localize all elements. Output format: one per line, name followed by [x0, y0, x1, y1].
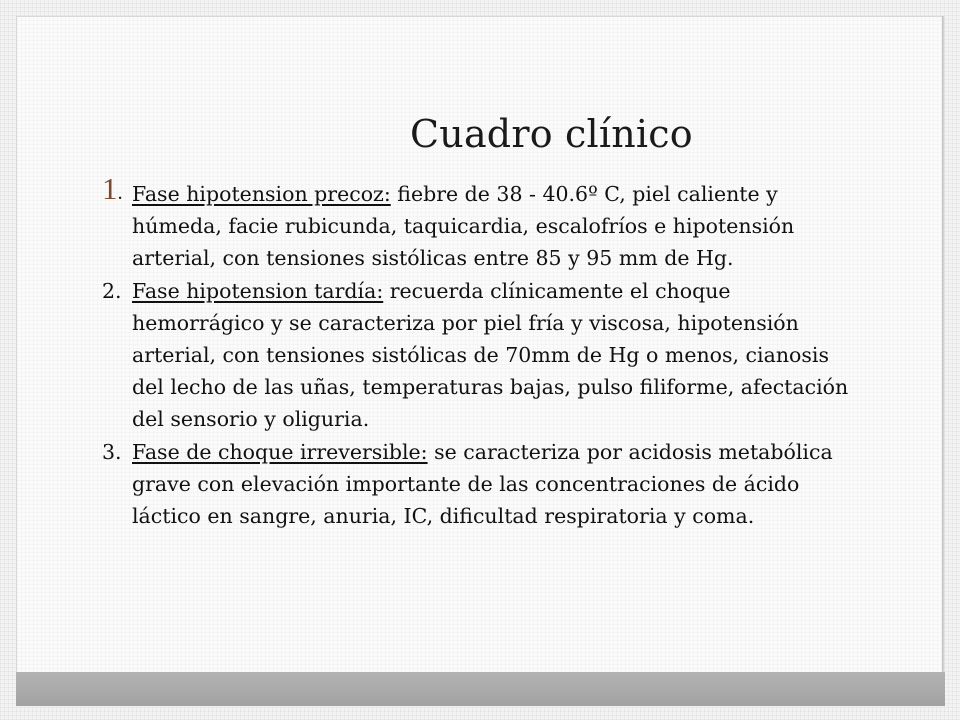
phase-label-2: Fase hipotension tardía: — [132, 279, 384, 303]
item-number-1-dot: . — [117, 182, 123, 204]
list-item-1 — [102, 171, 862, 274]
phase-description-2: recuerda clínicamente el choque hemorrágico y se caracteriza por piel fría y viscosa, hipotensión arterial, con tensiones sistólicas de 70mm de Hg o menos, cianosis del lecho de las uñas, temperaturas bajas, pulso filiforme, afectación del sensorio y oliguria. — [132, 279, 849, 431]
phase-list — [102, 171, 862, 532]
panel-shadow-edge — [942, 16, 945, 672]
list-item-3 — [102, 436, 862, 532]
phase-label-1: Fase hipotension precoz: — [132, 182, 391, 206]
list-item-2 — [102, 275, 862, 435]
slide-title: Cuadro clínico — [410, 112, 693, 156]
phase-description-1: fiebre de 38 - 40.6º C, piel caliente y húmeda, facie rubicunda, taquicardia, escalofríos e hipotensión arterial, con tensiones sistólicas entre 85 y 95 mm de Hg. — [132, 182, 795, 270]
phase-description-3: se caracteriza por acidosis metabólica grave con elevación importante de las concentraciones de ácido láctico en sangre, anuria, IC, dificultad respiratoria y coma. — [132, 440, 833, 528]
item-number-1-digit: 1 — [102, 171, 118, 206]
item-number-1 — [102, 173, 123, 209]
footer-bar — [16, 672, 945, 706]
item-number-3: 3. — [102, 440, 122, 464]
phase-label-3: Fase de choque irreversible: — [132, 440, 428, 464]
item-number-2: 2. — [102, 279, 122, 303]
